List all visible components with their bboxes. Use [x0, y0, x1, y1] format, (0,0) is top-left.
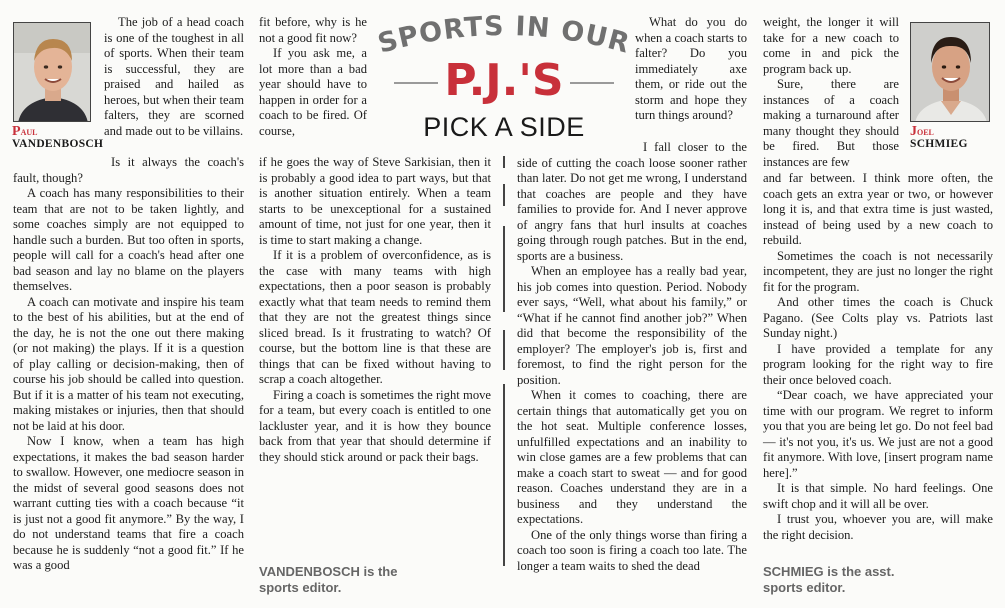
kicker-text: SPORTS IN OUR: [374, 12, 634, 58]
tagline-schmieg: SCHMIEG is the asst. sports editor.: [763, 564, 895, 595]
author-photo-joel: [910, 22, 990, 122]
title-row: [372, 56, 636, 106]
author-last-name: VANDENBOSCH: [12, 138, 104, 150]
paragraph: And other times the coach is Chuck Pagano. (See Colts play vs. Patriots last Sunday night.): [763, 295, 993, 340]
paragraph: A coach has many responsibilities to their team that are not to be taken lightly, and some coaches simply are not equipped to handle such a burden. But too often in sports, people will call for a coach's head after one bad season and lay no blame on the players themselves.: [13, 186, 244, 293]
paragraph: What do you do when a coach starts to falter? Do you immediately axe them, or ride out the storm and hope they turn things around?: [635, 15, 747, 122]
author-first-name: Paul: [12, 124, 38, 139]
paragraph: The job of a head coach is one of the toughest in all of sports. When their team is successful, they are praised and hailed as heroes, but when their team falters, they are scorned and made out to be villains.: [104, 15, 244, 138]
paragraph: Is it always the coach's fault, though?: [13, 155, 244, 185]
column-2-top: [259, 15, 367, 139]
author-last-name: SCHMIEG: [910, 138, 968, 150]
paragraph: A coach can motivate and inspire his team to the best of his abilities, but at the end of the day, he is not the one out there making (or not making) the plays. If it is a question of play calling or decision-making, then of course his job should be called into question. But if it is a matter of his team not executing, making mistakes or injuries, then that should not be laid at his door.: [13, 294, 244, 433]
author-photo-paul: [13, 22, 91, 122]
svg-text:SPORTS IN OUR: [375, 12, 634, 58]
column-1-top: [104, 15, 244, 139]
column-1-main: [13, 155, 244, 574]
paragraph: When it comes to coaching, there are certain things that automatically get you on the hot seat. Multiple conference losses, unfulfilled expectations and an inability to win close games are a few problems that can make a coach start to sweat — and for good reason. Coaches understand they are in a business and they understand the expectations.: [517, 388, 747, 526]
paragraph: “Dear coach, we have appreciated your time with our program. We regret to inform you that you are being let go. Do not feel bad — it's not you, it's us. We just are not a good fit anymore. With love, [insert program name here].”: [763, 388, 993, 480]
paragraph: It is that simple. No hard feelings. One swift chop and it will all be over.: [763, 481, 993, 511]
byline-joel: [910, 126, 992, 150]
paragraph: If you ask me, a lot more than a bad year should have to happen in order for a coach to be fired. Of course,: [259, 46, 367, 138]
paragraph: One of the only things worse than firing a coach too soon is firing a coach too late. The longer a team waits to shed the dead: [517, 527, 747, 573]
paragraph: if he goes the way of Steve Sarkisian, then it is probably a good idea to part ways, but that is another situation entirely. When a team starts to be unexceptional for a sustained amount of time, not just for one year, then it is time to start making a change.: [259, 155, 491, 247]
paragraph: weight, the longer it will take for a new coach to come in and pick the program back up.: [763, 15, 899, 76]
section-subtitle: PICK A SIDE: [423, 112, 585, 142]
paragraph: fit before, why is he not a good fit now?: [259, 15, 367, 45]
paragraph: and far between. I think more often, the coach gets an extra year or two, or however long it is, and that extra time is just wasted, instead of being used by a new coach to rebuild.: [763, 171, 993, 247]
paragraph: Sometimes the coach is not necessarily incompetent, they are just no longer the right fit for the program.: [763, 248, 993, 294]
section-title: P.J.'S: [444, 55, 564, 106]
center-divider-3: [503, 226, 505, 312]
paragraph: When an employee has a really bad year, his job comes into question. Period. Nobody ever says, “Well, what about his family,” or “What if he cannot find another job?” When did that become the responsibility of the employer? The employer's job is, first and foremost, to find the right person for the position.: [517, 264, 747, 387]
title-rule-right: [570, 82, 614, 84]
kicker-arc: [372, 12, 636, 58]
center-divider-1: [503, 156, 505, 168]
column-3-main: [517, 140, 747, 574]
paragraph: If it is a problem of overconfidence, as is the case with many teams with high expectations, then a poor season is probably exactly what that team needs to remind them that they are not the greatest things since sliced bread. Is it frustrating to watch? Of course, but the bottom line is that these are things that can be fixed without having to scrap a coach altogether.: [259, 248, 491, 386]
center-divider-5: [503, 384, 505, 566]
author-first-name: Joel: [910, 124, 934, 139]
column-4-top: [763, 15, 899, 170]
tagline-vandenbosch: VANDENBOSCH is the sports editor.: [259, 564, 398, 595]
column-2-main: [259, 155, 491, 465]
column-header: [372, 12, 636, 142]
paragraph: Firing a coach is sometimes the right move for a team, but every coach is entitled to one lackluster year, and it is how they bounce back from that year that should determine if they should stick around or pack their bags.: [259, 387, 491, 464]
byline-paul: [12, 124, 104, 150]
center-divider-2: [503, 184, 505, 206]
center-divider-4: [503, 330, 505, 370]
paragraph: I trust you, whoever you are, will make the right decision.: [763, 512, 993, 542]
paragraph: Now I know, when a team has high expectations, it makes the bad season harder to swallow. However, one mediocre season in the midst of several good seasons does not warrant cutting ties with a coach because “it is just not a good fit anymore.” By the way, I do not understand teams that fire a coach because he is suddenly “not a good fit.” If he was a good: [13, 434, 244, 572]
paragraph: Sure, there are instances of a coach making a turnaround after many thought they should be fired. But those instances are few: [763, 77, 899, 169]
title-rule-left: [394, 82, 438, 84]
paragraph: I fall closer to the side of cutting the coach loose sooner rather than later. Do not get me wrong, I understand that coaches are people and they have families to provide for. And I never approve of angry fans that hurl insults at coaches going through rough patches. But in the end, sports are a business.: [517, 140, 747, 263]
column-4-main: [763, 171, 993, 543]
column-3-top: [635, 15, 747, 124]
paragraph: I have provided a template for any program looking for the right way to fire their once beloved coach.: [763, 341, 993, 387]
